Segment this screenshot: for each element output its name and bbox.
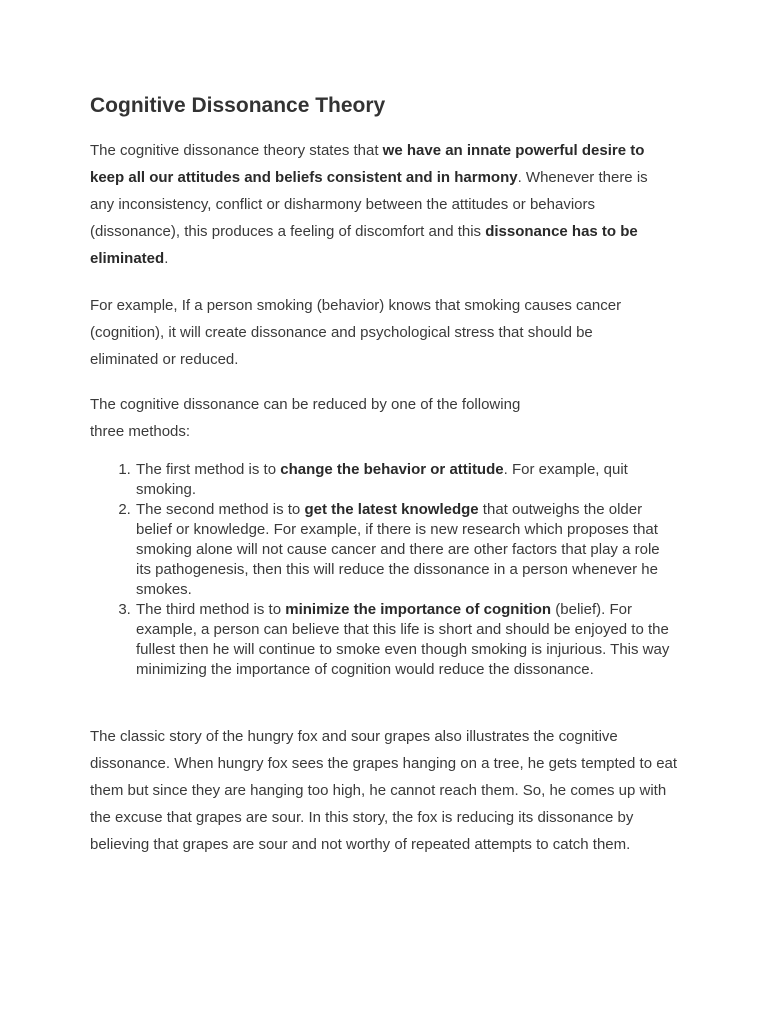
method-1-bold: change the behavior or attitude [280, 461, 504, 478]
method-1-post: . For example, quit smoking. [136, 461, 628, 498]
intro-text-1: The cognitive dissonance theory states that [90, 142, 383, 159]
list-item [135, 460, 675, 500]
methods-list [90, 460, 675, 680]
document-title: Cognitive Dissonance Theory [90, 94, 386, 117]
methods-intro-line-2: three methods: [90, 423, 191, 440]
method-2-bold: get the latest knowledge [304, 501, 479, 518]
methods-intro-paragraph [90, 391, 610, 445]
method-1-pre: The first method is to [136, 461, 281, 478]
method-2-post: that outweighs the older belief or knowledge. For example, if there is new research which proposes that smoking alone will not cause cancer and there are other factors that play a role its pathogenesis, then this will reduce the dissonance in a person whenever he smokes. [136, 501, 660, 598]
list-item [135, 600, 675, 680]
intro-bold-1: we have an innate powerful desire to keep all our attitudes and beliefs consistent and in harmony [90, 142, 645, 186]
example-paragraph: For example, If a person smoking (behavior) knows that smoking causes cancer (cognition), it will create dissonance and psychological stress that should be eliminated or reduced. [90, 297, 622, 368]
intro-bold-2: dissonance has to be eliminated [90, 223, 638, 267]
method-3-pre: The third method is to [136, 601, 286, 618]
list-item [135, 500, 675, 600]
method-3-post: (belief). For example, a person can believe that this life is short and should be enjoyed to the fullest then he will continue to smoke even though smoking is injurious. This way minimizing the importance of cognition would reduce the dissonance. [136, 601, 670, 678]
fox-story-paragraph: The classic story of the hungry fox and sour grapes also illustrates the cognitive dissonance. When hungry fox sees the grapes hanging on a tree, he gets tempted to eat them but since they are hanging too high, he cannot reach them. So, he comes up with the excuse that grapes are sour. In this story, the fox is reducing its dissonance by believing that grapes are sour and not worthy of repeated attempts to catch them. [90, 728, 678, 853]
intro-text-3: . [164, 250, 169, 267]
methods-intro-line-1: The cognitive dissonance can be reduced by one of the following [90, 396, 521, 413]
intro-paragraph [90, 137, 650, 272]
document-page [90, 88, 690, 853]
intro-text-2: . Whenever there is any inconsistency, conflict or disharmony between the attitudes or behaviors (dissonance), this produces a feeling of discomfort and this [90, 169, 648, 240]
method-2-pre: The second method is to [136, 501, 305, 518]
method-3-bold: minimize the importance of cognition [285, 601, 552, 618]
